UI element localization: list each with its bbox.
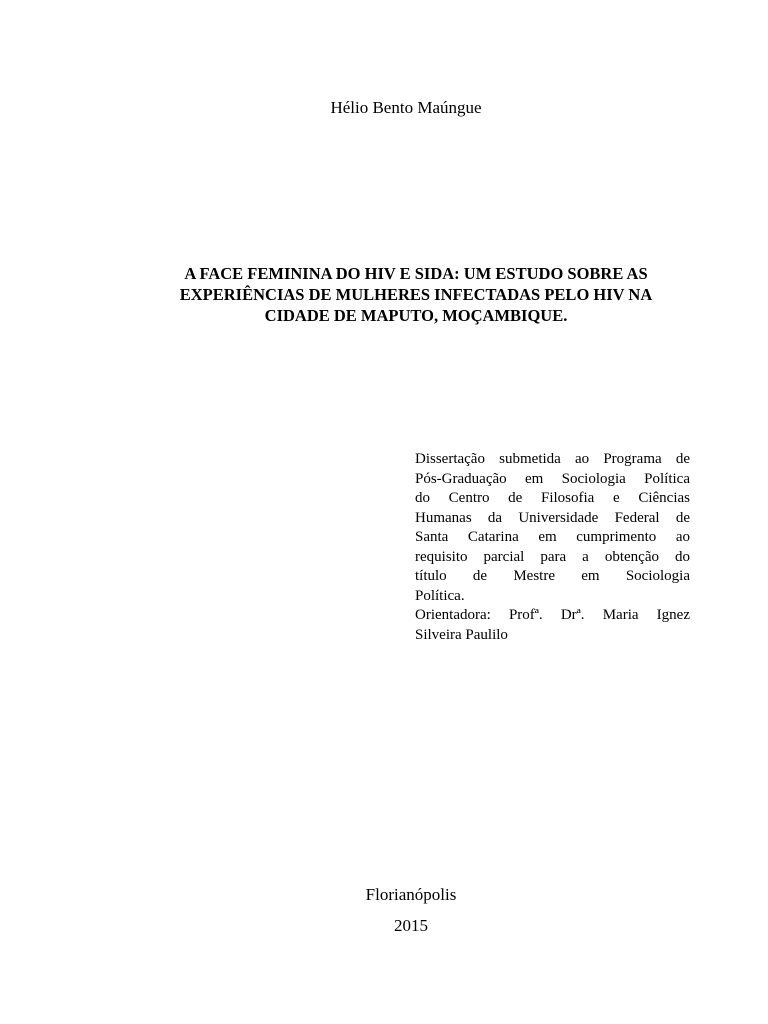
advisor-line: Orientadora: Profª. Drª. Maria Ignez <box>415 607 690 623</box>
note-line: Política. <box>415 587 465 604</box>
title-line: A FACE FEMININA DO HIV E SIDA: UM ESTUDO SOBRE AS <box>184 264 648 283</box>
city: Florianópolis <box>365 885 457 904</box>
author-name: Hélio Bento Maúngue <box>330 98 482 117</box>
title-line: EXPERIÊNCIAS DE MULHERES INFECTADAS PELO HIV NA <box>179 285 653 304</box>
dissertation-title <box>120 263 712 326</box>
year: 2015 <box>394 916 428 935</box>
note-line: do Centro de Filosofia e Ciências <box>415 490 690 506</box>
note-line: Pós-Graduação em Sociologia Política <box>415 470 690 487</box>
note-line: Dissertação submetida ao Programa de <box>415 451 690 467</box>
advisor-line: Silveira Paulilo <box>415 626 508 643</box>
note-line: Santa Catarina em cumprimento ao <box>415 529 690 545</box>
note-line: requisito parcial para a obtenção do <box>415 548 690 565</box>
title-line: CIDADE DE MAPUTO, MOÇAMBIQUE. <box>264 306 568 325</box>
submission-note <box>415 450 690 645</box>
note-line: título de Mestre em Sociologia <box>415 568 690 584</box>
note-line: Humanas da Universidade Federal de <box>415 509 690 526</box>
